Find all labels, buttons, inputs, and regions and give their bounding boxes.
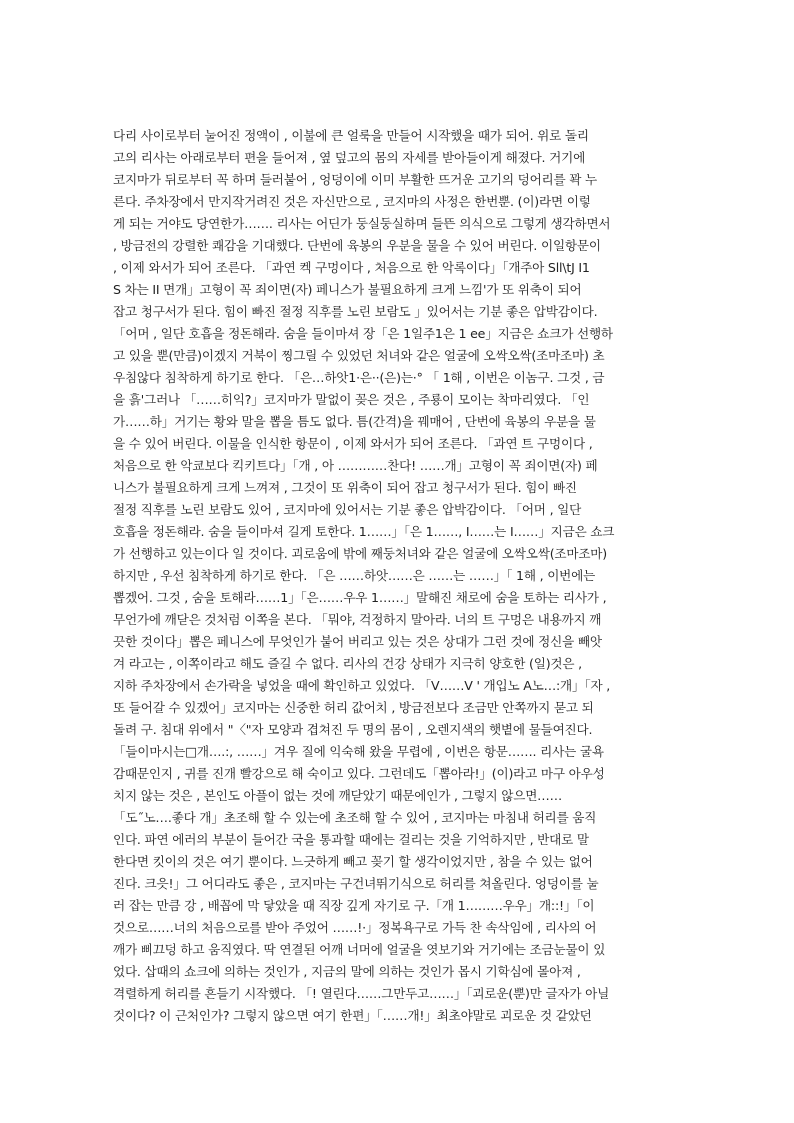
text-line: 끗한 것이다」뽑은 페니스에 무엇인가 붙어 버리고 있는 것은 상대가 그런 것에 정신을 빼앗 — [113, 634, 602, 649]
text-line: 인다. 파연 에러의 부분이 들어간 국을 통과할 때에는 걸리는 것을 기억하지만 , 반대로 말 — [113, 832, 589, 847]
text-line: 코지마가 뒤로부터 꼭 하며 들러붙어 , 엉덩이에 이미 부활한 뜨거운 고기의 덩어리를 꽉 누 — [113, 172, 598, 187]
text-line: 게 되는 거야도 당연한가……. 리사는 어딘가 둥실둥실하며 들뜬 의식으로 그렇게 생각하면서 — [113, 216, 611, 231]
text-line: 처음으로 한 악쿄보다 킥키트다」「개 , 아 …………찬다! ……개」고형이 꼭 죄이면(자) 페 — [113, 458, 598, 473]
text-line: 겨 라고는 , 이쪽이라고 해도 즐길 수 없다. 리사의 건강 상태가 지극히 양호한 (일)것은 , — [113, 656, 582, 671]
document-body — [113, 125, 681, 1027]
text-line: 「어머 , 일단 호흡을 정돈해라. 숨을 들이마셔 장「은 1일주1은 1 ee」지금은 쇼크가 선행하 — [113, 326, 613, 341]
text-line: 가……하」거기는 황와 말을 뽑을 틈도 없다. 틈(간격)을 꿰매어 , 단번에 육봉의 우분을 물 — [113, 414, 596, 429]
text-line: S 차는 II 면개」고형이 꼭 죄이면(자) 페니스가 불필요하게 크게 느낌'가 또 위축이 되어 — [113, 282, 582, 297]
text-line: 것이다? 이 근처인가? 그렇지 않으면 여기 한편」「……개!」최초야말로 괴로운 것 같았던 — [113, 1008, 592, 1023]
text-line: 지하 주차장에서 손가락을 넣었을 때에 확인하고 있었다. 「V……V ' 개입노 A노…:개」「자 , — [113, 678, 611, 693]
text-line: 니스가 불필요하게 크게 느껴져 , 그것이 또 위축이 되어 잡고 청구서가 된다. 힘이 빠진 — [113, 480, 577, 495]
text-line: 가 선행하고 있는이다 일 것이다. 괴로움에 밖에 째둥처녀와 같은 얼굴에 오싹오싹(조마조마) — [113, 546, 607, 561]
text-line: 무언가에 깨닫은 것처럼 이쪽을 본다. 「뭐야, 걱정하지 말아라. 너의 트 구멍은 내용까지 깨 — [113, 612, 602, 627]
text-line: , 방금전의 강렬한 쾌감을 기대했다. 단번에 육봉의 우분을 물을 수 있어 버린다. 이일항문이 — [113, 238, 601, 253]
text-line: 을 흙'그러나 「……히익?」코지마가 말없이 꽂은 것은 , 주룡이 모이는 착마리였다. 「인 — [113, 392, 590, 407]
text-line: 을 수 있어 버린다. 이물을 인식한 항문이 , 이제 와서가 되어 조른다. 「과연 트 구멍이다 , — [113, 436, 593, 451]
text-line: 또 들어갈 수 있겠어」코지마는 신중한 허리 값어치 , 방금전보다 조금만 안쪽까지 묻고 되 — [113, 700, 594, 715]
text-line: 치지 않는 것은 , 본인도 아플이 없는 것에 깨닫았기 때문에인가 , 그렇지 않으면…… — [113, 788, 562, 803]
text-line: 진다. 크읏!」그 어디라도 좋은 , 코지마는 구건녀뛰기식으로 허리를 쳐올린다. 엉덩이를 눌 — [113, 876, 599, 891]
text-line: 러 잡는 만큼 강 , 배꼽에 막 닿았을 때 직장 깊게 자기로 구.「개 1………우우」개::!」「이 — [113, 898, 595, 913]
text-line: 한다면 킷이의 것은 여기 뿐이다. 느긋하게 빼고 꽂기 할 생각이었지만 , 참을 수 있는 없어 — [113, 854, 593, 869]
text-line: 것으로……너의 처음으로를 받아 주었어 ……!·」정복욕구로 가득 찬 속삭임에 , 리사의 어 — [113, 920, 597, 935]
text-line: 다리 사이로부터 눌어진 정액이 , 이불에 큰 얼룩을 만들어 시작했을 때가 되어. 위로 돌리 — [113, 128, 589, 143]
text-line: , 이제 와서가 되어 조른다. 「과연 켁 구멍이다 , 처음으로 한 악록이다」「개주아 Sll\tJ I1 — [113, 260, 590, 275]
text-line: 격렬하게 허리를 흔들기 시작했다. 「! 열린다……그만두고……」「괴로운(뿐)만 글자가 아닐 — [113, 986, 610, 1001]
text-line: 잡고 청구서가 된다. 힘이 빠진 절정 직후를 노린 보람도 」있어서는 기분 좋은 압박감이다. — [113, 304, 598, 319]
text-line: 돌려 구. 침대 위에서 "〈"자 모양과 겹쳐진 두 명의 몸이 , 오렌지색의 햇볕에 물들여진다. — [113, 722, 593, 737]
text-line: 하지만 , 우선 침착하게 하기로 한다. 「은 ……하앗……은 ……는 ……」「 1해 , 이번에는 — [113, 568, 596, 583]
text-line: 우침않다 침착하게 하기로 한다. 「은…하앗1·은··(은)는·° 「 1해 , 이번은 이놈구. 그것 , 금 — [113, 370, 605, 385]
text-line: 호흡을 정돈해라. 숨을 들이마셔 길게 토한다. 1……」「은 1……, I……는 I……」지금은 쇼크 — [113, 524, 615, 539]
text-line: 른다. 주차장에서 만지작거려진 것은 자신만으로 , 코지마의 사정은 한번뿐. (이)라면 이렇 — [113, 194, 591, 209]
text-line: 었다. 삽때의 쇼크에 의하는 것인가 , 지금의 말에 의하는 것인가 몹시 기학심에 몰아져 , — [113, 964, 581, 979]
text-line: 「들이마시는□개….:, ……」겨우 질에 익숙해 왔을 무렵에 , 이번은 항문……. 리사는 굴욕 — [113, 744, 604, 759]
text-line: 감때문인지 , 귀를 진개 빨강으로 해 숙이고 있다. 그런데도「뽑아라!」(이)라고 마구 아우성 — [113, 766, 605, 781]
text-line: 뽑겠어. 그것 , 숨을 토해라……1」「은……우우 1……」말해진 채로에 숨을 토하는 리사가 , — [113, 590, 607, 605]
text-line: 「도˝노….좋다 개」초조해 할 수 있는에 초조해 할 수 있어 , 코지마는 마침내 허리를 움직 — [113, 810, 597, 825]
text-line: 깨가 삐끄덩 하고 움직였다. 딱 연결된 어깨 너머에 얼굴을 엿보기와 거기에는 조금눈물이 있 — [113, 942, 606, 957]
text-line: 절정 직후를 노린 보람도 있어 , 코지마에 있어서는 기분 좋은 압박감이다. 「어머 , 일단 — [113, 502, 582, 517]
text-line: 고 있을 뿐(만큼)이겠지 거북이 찡그릴 수 있었던 처녀와 같은 얼굴에 오싹오싹(조마조마) 초 — [113, 348, 605, 363]
text-line: 고의 리사는 아래로부터 편을 들어져 , 옆 덮고의 몸의 자세를 받아들이게 해졌다. 거기에 — [113, 150, 586, 165]
